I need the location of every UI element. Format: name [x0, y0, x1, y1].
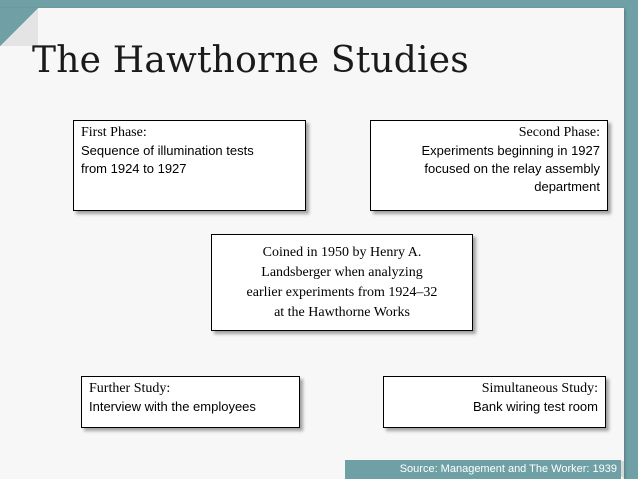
second-phase-text-line1: Experiments beginning in 1927	[421, 143, 600, 158]
coined-text-line2: Landsberger when analyzing	[261, 265, 423, 280]
first-phase-heading: First Phase:	[81, 125, 147, 140]
further-study-heading: Further Study:	[89, 381, 171, 396]
coined-text-line1: Coined in 1950 by Henry A.	[262, 245, 422, 260]
coined-text-line3: earlier experiments from 1924–32	[246, 285, 438, 300]
second-phase-text-line2: focused on the relay assembly	[424, 161, 600, 176]
simultaneous-study-heading: Simultaneous Study:	[481, 381, 598, 396]
first-phase-box	[73, 120, 306, 211]
source-citation: Source: Management and The Worker: 1939	[345, 460, 621, 479]
slide	[0, 8, 624, 479]
slide-title: The Hawthorne Studies	[32, 40, 469, 81]
first-phase-text-line1: Sequence of illumination tests	[81, 143, 254, 158]
further-study-box	[81, 376, 300, 428]
coined-text-line4: at the Hawthorne Works	[274, 305, 410, 320]
second-phase-box	[370, 120, 608, 211]
second-phase-text-line3: department	[534, 179, 600, 194]
coined-origin-box	[211, 234, 473, 331]
second-phase-heading: Second Phase:	[518, 125, 600, 140]
simultaneous-study-box	[383, 376, 606, 428]
first-phase-text-line2: from 1924 to 1927	[81, 161, 187, 176]
further-study-text: Interview with the employees	[89, 399, 256, 414]
simultaneous-study-text: Bank wiring test room	[473, 399, 598, 414]
